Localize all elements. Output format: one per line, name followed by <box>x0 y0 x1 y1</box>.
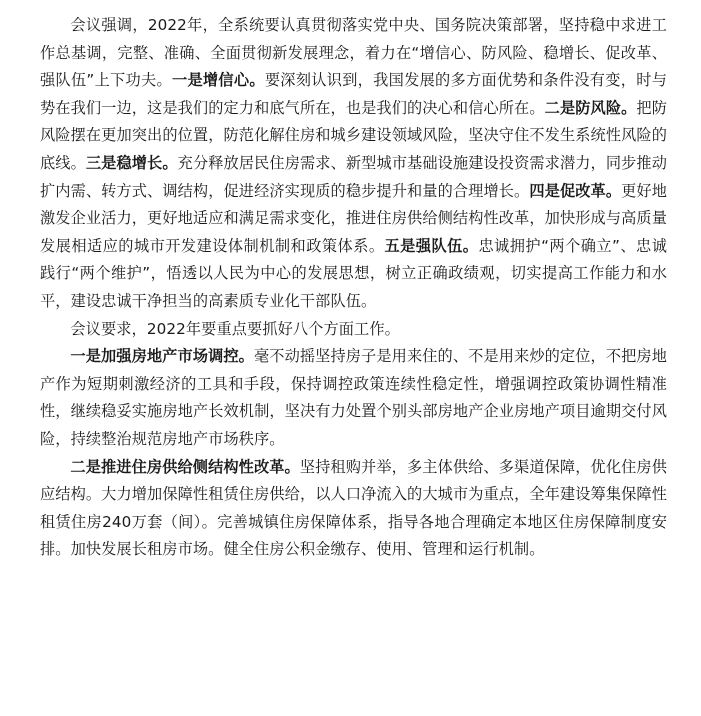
paragraph-text-run: 毫不动摇坚持房子是用来住的、不是用来炒的定位，不把房地产作为短期刺激经济的工具和手段，保持调控政策连续性稳定性，增强调控政策协调性精准性，继续稳妥实施房地产长效机制，坚决有力处置个别头部房地产企业房地产项目逾期交付风险，持续整治规范房地产市场秩序。 <box>40 347 667 448</box>
document-body <box>40 12 667 564</box>
paragraph-text-run: 会议强调，2022年，全系统要认真贯彻落实党中央、国务院决策部署，坚持稳中求进工作总基调，完整、准确、全面贯彻新发展理念，着力在“增信心、防风险、稳增长、促改革、强队伍”上下功夫。 <box>40 16 667 90</box>
paragraph-text-run: 更好地激发企业活力，更好地适应和满足需求变化，推进住房供给侧结构性改革，加快形成与高质量发展相适应的城市开发建设体制机制和政策体系。 <box>40 181 667 255</box>
paragraph <box>40 343 667 453</box>
paragraph-text-run: 会议要求，2022年要重点要抓好八个方面工作。 <box>70 319 400 338</box>
paragraph-heading-run: 四是促改革。 <box>529 181 622 200</box>
paragraph-text-run: 要深刻认识到，我国发展的多方面优势和条件没有变，时与势在我们一边，这是我们的定力和底气所在，也是我们的决心和信心所在。 <box>40 71 667 117</box>
paragraph-heading-run: 五是强队伍。 <box>384 236 479 255</box>
paragraph <box>40 12 667 316</box>
paragraph-heading-run: 二是防风险。 <box>544 98 637 117</box>
paragraph-text-run: 充分释放居民住房需求、新型城市基础设施建设投资需求潜力，同步推动扩内需、转方式、调结构，促进经济实现质的稳步提升和量的合理增长。 <box>40 153 668 200</box>
paragraph-heading-run: 一是增信心。 <box>171 71 265 90</box>
paragraph-text-run: 把防风险摆在更加突出的位置，防范化解住房和城乡建设领域风险，坚决守住不发生系统性风险的底线。 <box>40 98 668 172</box>
paragraph-heading-run: 一是加强房地产市场调控。 <box>70 347 254 366</box>
paragraph <box>40 316 667 344</box>
paragraph-heading-run: 三是稳增长。 <box>85 153 178 172</box>
paragraph <box>40 454 667 564</box>
paragraph-text-run: 坚持租购并举，多主体供给、多渠道保障，优化住房供应结构。大力增加保障性租赁住房供给，以人口净流入的大城市为重点，全年建设筹集保障性租赁住房240万套（间）。完善城镇住房保障体系，指导各地合理确定本地区住房保障制度安排。加快发展长租房市场。健全住房公积金缴存、使用、管理和运行机制。 <box>40 457 667 559</box>
paragraph-text-run: 忠诚拥护“两个确立”、忠诚践行“两个维护”，悟透以人民为中心的发展思想，树立正确政绩观，切实提高工作能力和水平，建设忠诚干净担当的高素质专业化干部队伍。 <box>40 236 667 310</box>
paragraph-heading-run: 二是推进住房供给侧结构性改革。 <box>70 457 300 476</box>
